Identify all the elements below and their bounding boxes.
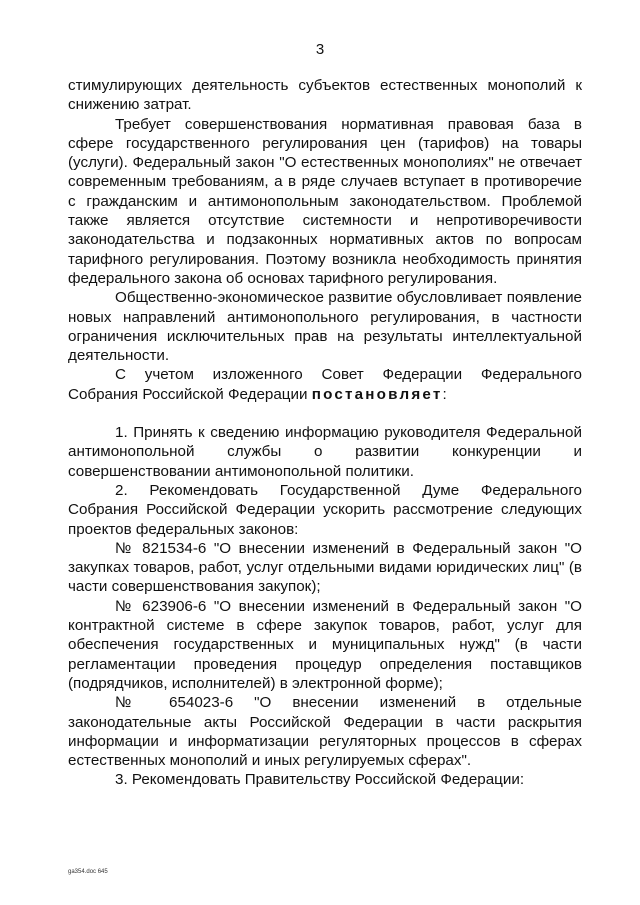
resolution-item-3: 3. Рекомендовать Правительству Российской Федерации: [115,771,525,789]
resolution-colon: : [442,385,447,403]
paragraph-continuation: стимулирующих деятельность субъектов естественных монополий к снижению затрат. [68,77,582,114]
document-footer-reference: ga354.doc 645 [68,869,108,875]
bill-item-821534: № 821534-6 "О внесении изменений в Федеральный закон "О закупках товаров, работ, услуг отдельными видами юридических лиц" (в части совершенствования закупок); [68,539,582,596]
paragraph-tariff-regulation: Требует совершенствования нормативная правовая база в сфере государственного регулирования цен (тарифов) на товары (услуги). Федеральный закон "О естественных монополиях" не отвечает современным требованиям, а в ряде случаев вступает в противоречие с гражданским и антимонопольным законодательством. Проблемой также является отсутствие системности и непротиворечивости законодательства и подзаконных нормативных актов по вопросам тарифного регулирования. Поэтому возникла необходимость принятия федерального закона об основах тарифного регулирования. [68,115,582,287]
bill-item-654023: № 654023-6 "О внесении изменений в отдельные законодательные акты Российской Федерации в части раскрытия информации и информатизации регуляторных процессов в сферах естественных монополий и иных регулируемых сферах". [68,694,582,770]
resolution-item-2: 2. Рекомендовать Государственной Думе Федерального Собрания Российской Федерации ускорить рассмотрение следующих проектов федеральных законов: [68,481,582,538]
page-number: 3 [315,41,325,58]
resolution-keyword: постановляет [311,385,443,403]
paragraph-resolution-intro [68,365,582,404]
resolution-item-1: 1. Принять к сведению информацию руководителя Федеральной антимонопольной службы о развитии конкуренции и совершенствовании антимонопольной политики. [68,424,582,480]
paragraph-ip-rights: Общественно-экономическое развитие обусловливает появление новых направлений антимонопольного регулирования, в частности ограничения исключительных прав на результаты интеллектуальной деятельности. [68,289,582,365]
bill-item-623906: № 623906-6 "О внесении изменений в Федеральный закон "О контрактной системе в сфере закупок товаров, работ, услуг для обеспечения государственных и муниципальных нужд" (в части регламентации проведения процедур определения поставщиков (подрядчиков, исполнителей) в электронной форме); [68,597,582,692]
resolution-intro-text: С учетом изложенного Совет Федерации Федерального Собрания Российской Федерации [68,366,582,403]
document-body [68,76,582,790]
